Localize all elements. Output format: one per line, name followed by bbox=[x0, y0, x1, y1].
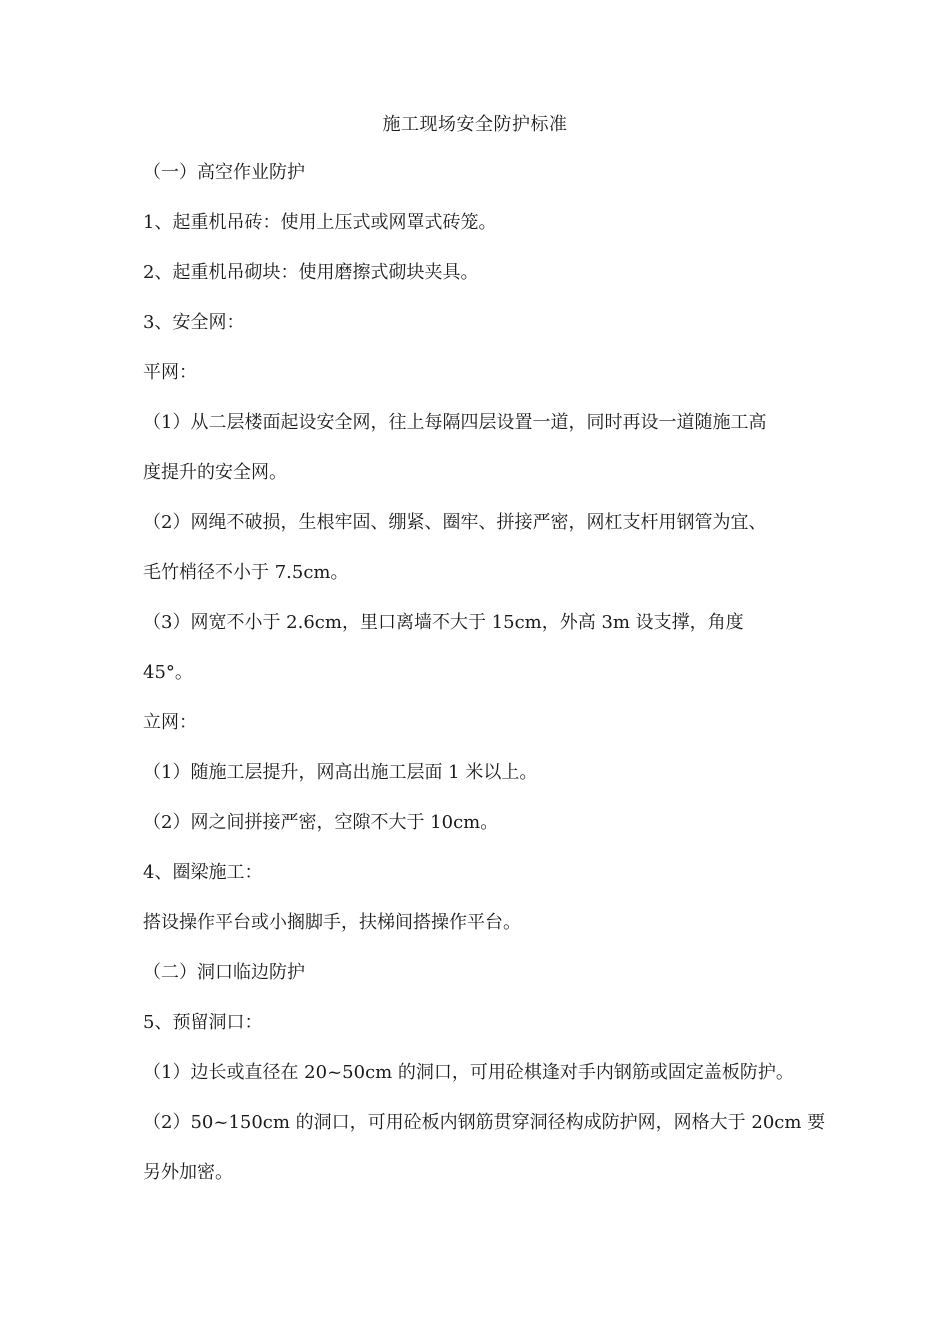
flat-net-clause-1-cont: 度提升的安全网。 bbox=[143, 462, 287, 483]
subheading-flat-net: 平网： bbox=[143, 362, 197, 383]
item-crane-block: 2、起重机吊砌块：使用磨擦式砌块夹具。 bbox=[143, 262, 479, 283]
flat-net-clause-3: （3）网宽不小于 2.6cm，里口离墙不大于 15cm，外高 3m 设支撑，角度 bbox=[143, 612, 744, 633]
openings-clause-2: （2）50~150cm 的洞口，可用砼板内钢筋贯穿洞径构成防护网，网格大于 20cm 要 bbox=[143, 1112, 826, 1133]
section-heading-high-altitude: （一）高空作业防护 bbox=[143, 162, 305, 183]
vertical-net-clause-2: （2）网之间拼接严密，空隙不大于 10cm。 bbox=[143, 812, 499, 833]
vertical-net-clause-1: （1）随施工层提升，网高出施工层面 1 米以上。 bbox=[143, 762, 538, 783]
flat-net-clause-3-cont: 45°。 bbox=[143, 662, 193, 683]
item-reserved-openings: 5、预留洞口： bbox=[143, 1012, 263, 1033]
document-title: 施工现场安全防护标准 bbox=[382, 114, 568, 135]
section-heading-openings: （二）洞口临边防护 bbox=[143, 962, 305, 983]
flat-net-clause-2: （2）网绳不破损，生根牢固、绷紧、圈牢、拼接严密，网杠支杆用钢管为宜、 bbox=[143, 512, 767, 533]
ring-beam-text: 搭设操作平台或小搁脚手，扶梯间搭操作平台。 bbox=[143, 912, 521, 933]
item-ring-beam: 4、圈梁施工： bbox=[143, 862, 263, 883]
flat-net-clause-1: （1）从二层楼面起设安全网，往上每隔四层设置一道，同时再设一道随施工高 bbox=[143, 412, 767, 433]
flat-net-clause-2-cont: 毛竹梢径不小于 7.5cm。 bbox=[143, 562, 349, 583]
item-safety-net: 3、安全网： bbox=[143, 312, 245, 333]
openings-clause-2-cont: 另外加密。 bbox=[143, 1162, 233, 1183]
subheading-vertical-net: 立网： bbox=[143, 712, 197, 733]
item-crane-brick: 1、起重机吊砖：使用上压式或网罩式砖笼。 bbox=[143, 212, 497, 233]
openings-clause-1: （1）边长或直径在 20~50cm 的洞口，可用砼棋逢对手内钢筋或固定盖板防护。 bbox=[143, 1062, 794, 1083]
